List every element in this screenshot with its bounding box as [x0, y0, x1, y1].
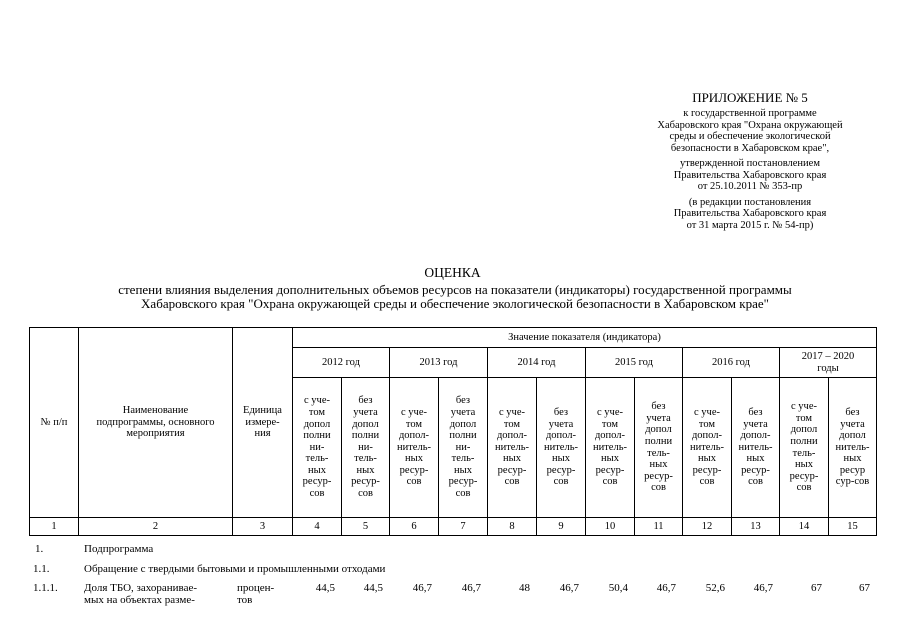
header-unit: Единица измере-ния — [233, 328, 293, 518]
column-number: 10 — [586, 518, 635, 536]
header-with-resources: с уче-том допол полни ни-тель-ных ресур-сов — [293, 378, 342, 518]
header-year: 2012 год — [293, 348, 390, 378]
appendix-line: Правительства Хабаровского края — [673, 208, 827, 219]
header-year: 2017 – 2020 годы — [780, 348, 877, 378]
indicator-table-header — [29, 327, 877, 536]
header-year: 2014 год — [488, 348, 586, 378]
row-value: 52,6 — [705, 582, 725, 594]
column-number: 3 — [233, 518, 293, 536]
row-text: Обращение с твердыми бытовыми и промышленными отходами — [84, 563, 386, 575]
appendix-title: ПРИЛОЖЕНИЕ № 5 — [692, 90, 808, 105]
row-name-line: Доля ТБО, захоранивае- — [84, 582, 198, 594]
appendix-line: среды и обеспечение экологической — [669, 131, 831, 142]
appendix-line: от 25.10.2011 № 353-пр — [697, 181, 803, 192]
row-value: 46,7 — [412, 582, 432, 594]
header-with-resources: с уче-том допол-нитель-ных ресур-сов — [488, 378, 537, 518]
subtitle-line-1: степени влияния выделения дополнительных объемов ресурсов на показатели (индикаторы) государственной программы — [118, 282, 792, 297]
subtitle-line-2: Хабаровского края "Охрана окружающей среды и обеспечение экологической безопасности в Хабаровском крае" — [141, 295, 769, 311]
column-number: 1 — [30, 518, 79, 536]
header-num: № п/п — [30, 328, 79, 518]
row-name-line: мых на объектах разме- — [84, 594, 195, 606]
row-value: 46,7 — [559, 582, 579, 594]
header-with-resources: с уче-том допол полни тель-ных ресур-сов — [780, 378, 829, 518]
row-value: 50,4 — [608, 582, 628, 594]
header-group: Значение показателя (индикатора) — [293, 328, 877, 348]
header-year: 2015 год — [586, 348, 683, 378]
header-year: 2016 год — [683, 348, 780, 378]
row-value: 67 — [811, 582, 822, 594]
row-unit — [237, 582, 274, 606]
header-with-resources: с уче-том допол-нитель-ных ресур-сов — [586, 378, 635, 518]
column-number: 12 — [683, 518, 732, 536]
column-number: 5 — [342, 518, 390, 536]
column-number: 9 — [537, 518, 586, 536]
appendix-line: к государственной программе — [683, 108, 817, 119]
column-number: 11 — [635, 518, 683, 536]
row-text: Подпрограмма — [84, 543, 154, 555]
header-without-resources: без учета допол-нитель-ных ресур-сов — [732, 378, 780, 518]
row-unit-line: тов — [237, 594, 253, 606]
row-value: 67 — [859, 582, 870, 594]
row-number: 1. — [35, 543, 44, 555]
header-year: 2013 год — [390, 348, 488, 378]
appendix-block — [620, 90, 880, 231]
appendix-line: от 31 марта 2015 г. № 54-пр) — [686, 219, 814, 231]
appendix-line: Правительства Хабаровского края — [673, 169, 827, 181]
row-number: 1.1. — [33, 563, 50, 575]
header-without-resources: без учета допол-нитель-ных ресур-сов — [537, 378, 586, 518]
column-number: 6 — [390, 518, 439, 536]
header-without-resources: без учета допол полни тель-ных ресур-сов — [635, 378, 683, 518]
row-value: 46,7 — [656, 582, 676, 594]
row-value: 44,5 — [363, 582, 383, 594]
column-number: 14 — [780, 518, 829, 536]
row-value: 44,5 — [315, 582, 335, 594]
column-number: 15 — [829, 518, 877, 536]
column-number: 4 — [293, 518, 342, 536]
column-number: 8 — [488, 518, 537, 536]
column-number: 13 — [732, 518, 780, 536]
header-name: Наименование подпрограммы, основного мероприятия — [79, 328, 233, 518]
header-without-resources: без учета допол полни ни-тель-ных ресур-сов — [439, 378, 488, 518]
row-value: 48 — [519, 582, 530, 594]
appendix-line: (в редакции постановления — [688, 196, 812, 208]
row-unit-line: процен- — [237, 582, 275, 594]
header-without-resources: без учета допол полни ни-тель-ных ресур-сов — [342, 378, 390, 518]
appendix-line: Хабаровского края "Охрана окружающей — [657, 119, 843, 131]
column-number: 2 — [79, 518, 233, 536]
appendix-line: безопасности в Хабаровском крае", — [670, 142, 830, 154]
appendix-line: утвержденной постановлением — [680, 158, 820, 169]
column-number: 7 — [439, 518, 488, 536]
header-with-resources: с уче-том допол-нитель-ных ресур-сов — [683, 378, 732, 518]
row-number: 1.1.1. — [33, 582, 58, 594]
row-name — [84, 582, 197, 606]
header-without-resources: без учета допол нитель-ных ресур сур-сов — [829, 378, 877, 518]
document-title: ОЦЕНКА — [424, 265, 481, 280]
row-value: 46,7 — [461, 582, 481, 594]
header-with-resources: с уче-том допол-нитель-ных ресур-сов — [390, 378, 439, 518]
document-subtitle — [40, 283, 870, 310]
row-value: 46,7 — [753, 582, 773, 594]
